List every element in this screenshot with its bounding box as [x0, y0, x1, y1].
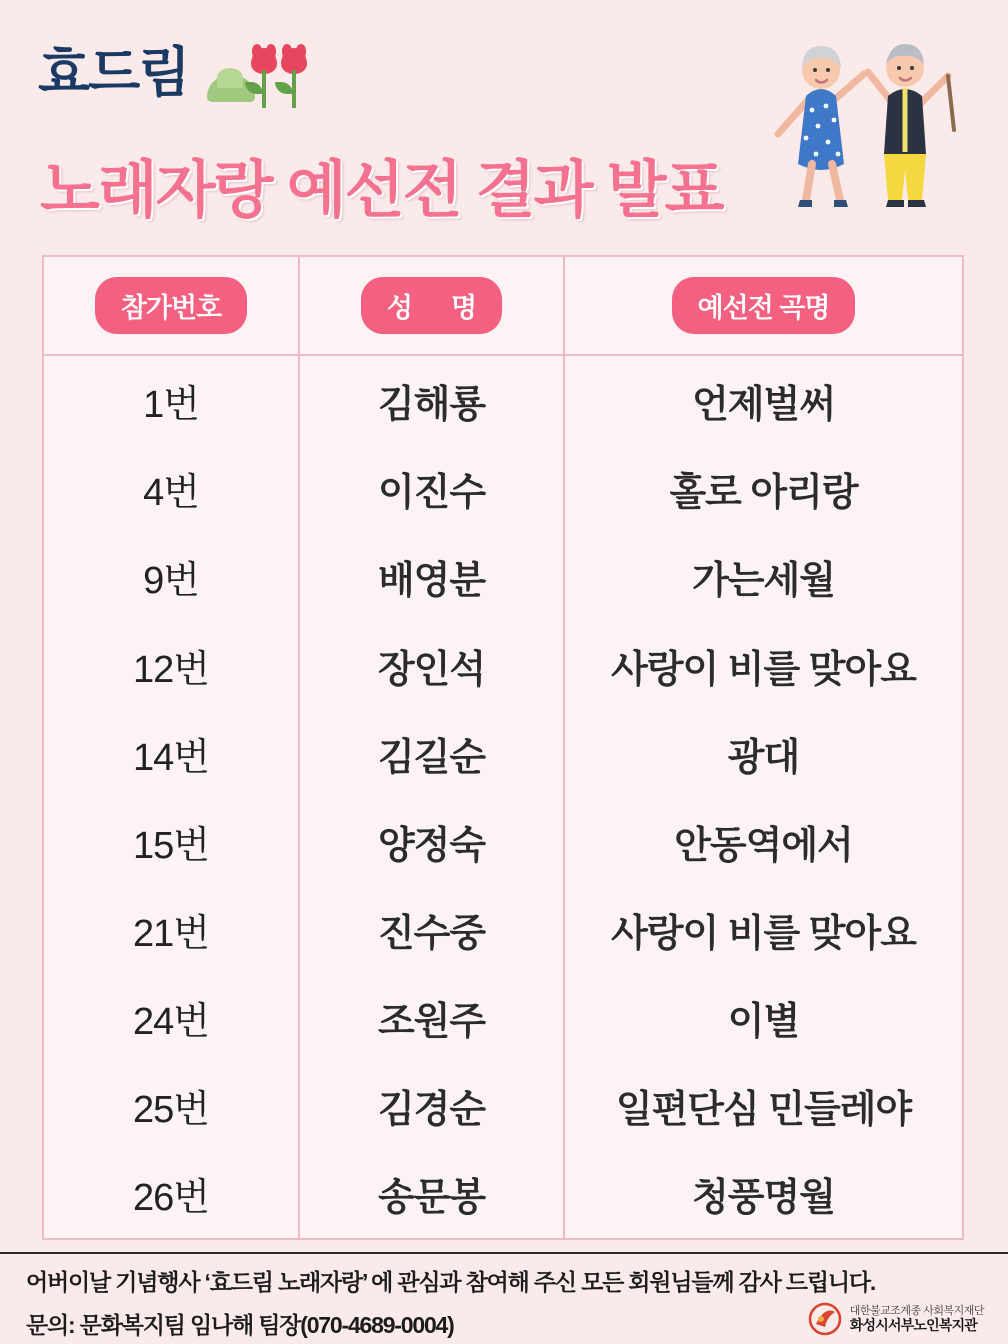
- column-header-number-pill: 참가번호: [95, 277, 247, 334]
- table-row: [44, 885, 962, 973]
- contact-info: 문의: 문화복지팀 임나해 팀장(070-4689-0004): [26, 1312, 454, 1338]
- cell-song: 안동역에서: [674, 824, 853, 867]
- organization-parent: 대한불교조계종 사회복지재단: [849, 1304, 984, 1317]
- column-header-number: [44, 257, 299, 355]
- poster-header: [0, 0, 1008, 240]
- table-row: [44, 797, 962, 885]
- cell-number: 15번: [44, 797, 299, 885]
- cell-song: 가는세월: [692, 560, 835, 603]
- lotus-emblem-icon: [808, 1302, 842, 1336]
- cell-song: 홀로 아리랑: [669, 472, 858, 515]
- column-header-name-pill: 성 명: [361, 277, 502, 334]
- results-table-container: [42, 255, 964, 1240]
- cell-name: 장인석: [299, 621, 564, 709]
- column-header-song: [564, 257, 962, 355]
- organization-logo: [808, 1302, 984, 1336]
- cell-name: 김경순: [299, 1062, 564, 1150]
- brand-block: [38, 38, 325, 108]
- cell-number: 26번: [44, 1150, 299, 1238]
- table-row: [44, 1150, 962, 1238]
- page-title: 노래자랑 예선전 결과 발표: [40, 156, 723, 225]
- table-row: [44, 621, 962, 709]
- table-row: [44, 533, 962, 621]
- column-header-name: [299, 257, 564, 355]
- cell-number: 25번: [44, 1062, 299, 1150]
- cell-song: 일편단심 민들레야: [615, 1089, 912, 1132]
- cell-name: 진수중: [299, 885, 564, 973]
- cell-number: 12번: [44, 621, 299, 709]
- cell-song: 언제벌써: [692, 383, 835, 426]
- cell-name: 김길순: [299, 709, 564, 797]
- cell-number: 9번: [44, 533, 299, 621]
- cell-name: 송문봉: [299, 1150, 564, 1238]
- organization-text: [850, 1305, 984, 1334]
- cell-song: 광대: [727, 736, 800, 779]
- cell-number: 14번: [44, 709, 299, 797]
- cell-number: 4번: [44, 445, 299, 533]
- cell-song: 이별: [727, 1001, 800, 1044]
- cell-song: 사랑이 비를 맞아요: [611, 912, 916, 955]
- cell-name: 양정숙: [299, 797, 564, 885]
- table-row: [44, 974, 962, 1062]
- cell-name: 조원주: [299, 974, 564, 1062]
- elderly-couple-dancing-illustration: [772, 4, 962, 214]
- thanks-message: 어버이날 기념행사 ‘효드림 노래자랑’ 에 관심과 참여해 주신 모든 회원님들께 감사 드립니다.: [26, 1269, 876, 1295]
- cell-number: 1번: [44, 355, 299, 445]
- table-row: [44, 709, 962, 797]
- cell-name: 김해룡: [299, 355, 564, 445]
- table-row: [44, 355, 962, 445]
- table-header-row: [44, 257, 962, 355]
- cell-number: 24번: [44, 974, 299, 1062]
- poster-footer: [0, 1252, 1008, 1344]
- cell-song: 사랑이 비를 맞아요: [611, 648, 916, 691]
- column-header-song-pill: 예선전 곡명: [672, 277, 856, 334]
- organization-name: 화성시서부노인복지관: [849, 1317, 978, 1334]
- tulip-icon: [281, 48, 307, 108]
- table-row: [44, 445, 962, 533]
- table-row: [44, 1062, 962, 1150]
- cell-name: 이진수: [299, 445, 564, 533]
- results-table: [44, 257, 962, 1238]
- brand-name: 효드림: [38, 43, 189, 103]
- cell-name: 배영분: [299, 533, 564, 621]
- cell-song: 청풍명월: [692, 1177, 835, 1220]
- flower-decoration: [207, 38, 325, 108]
- tulip-icon: [251, 48, 277, 108]
- cell-number: 21번: [44, 885, 299, 973]
